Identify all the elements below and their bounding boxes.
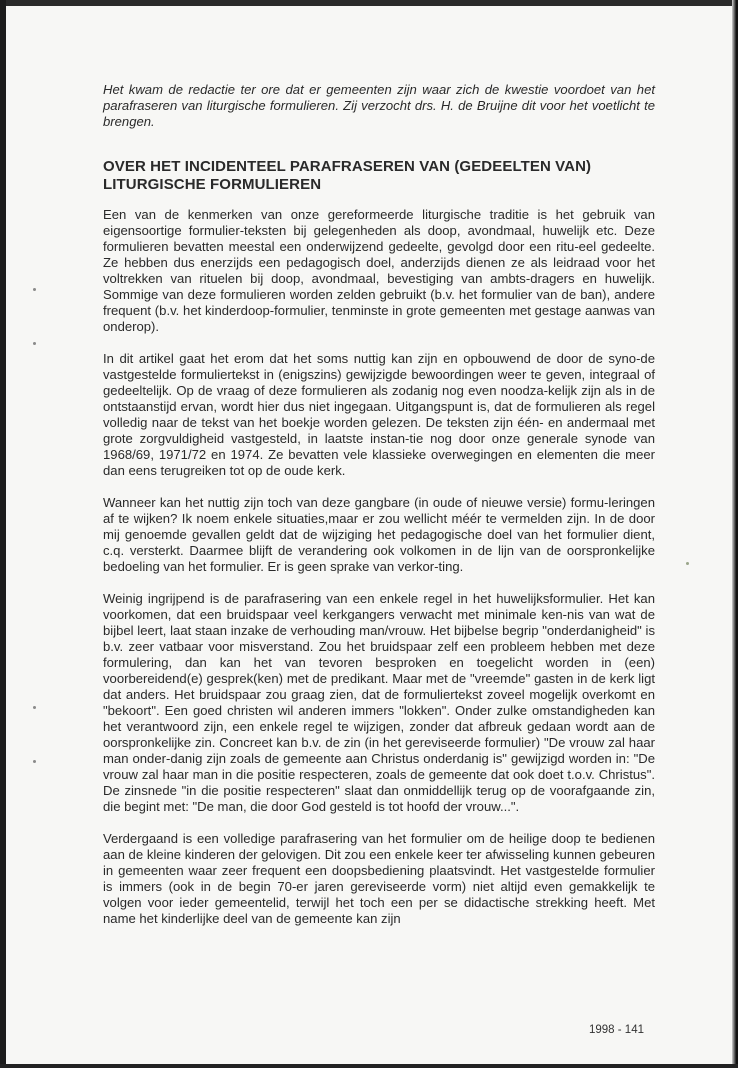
paragraph: Wanneer kan het nuttig zijn toch van deze gangbare (in oude of nieuwe versie) formu-leringen af te wijken? Ik noem enkele situaties,maar er zou wellicht méér te vermelden zijn. In de door mij genoemde gevallen geldt dat de wijziging het pedagogische doel van het formulier dient, c.q. versterkt. Daarmee blijft de verandering ook volkomen in de lijn van de oorspronkelijke bedoeling van het formulier. Er is geen sprake van verkor-ting. (103, 495, 655, 574)
scan-speck (33, 706, 36, 709)
editorial-intro: Het kwam de redactie ter ore dat er gemeenten zijn waar zich de kwestie voordoet van het parafraseren van liturgische formulieren. Zij verzocht drs. H. de Bruijne dit voor het voetlicht te brengen. (103, 82, 655, 129)
paragraph: Verdergaand is een volledige parafrasering van het formulier om de heilige doop te bedienen aan de kleine kinderen der gelovigen. Dit zou een enkele keer ter afwisseling kunnen gebeuren in gemeenten waar zeer frequent een doopsbediening plaatsvindt. Het vastgestelde formulier is immers (ook in de begin 70-er jaren gereviseerde vorm) niet altijd even gemakkelijk te volgen voor ieder gemeentelid, terwijl het toch een per se didactische strekking heeft. Met name het kinderlijke deel van de gemeente kan zijn (103, 831, 655, 926)
scan-edge-bottom (0, 1064, 738, 1068)
scan-edge-right (732, 0, 738, 1068)
scan-edge-top (0, 0, 738, 6)
paragraph: In dit artikel gaat het erom dat het soms nuttig kan zijn en opbouwend de door de syno-de vastgestelde formuliertekst in (enigszins) gewijzigde bewoordingen weer te geven, integraal of gedeeltelijk. Op de vraag of deze formulieren als zodanig nog even noodza-kelijk zijn als in de ontstaanstijd ervan, wordt hier dus niet ingegaan. Uitgangspunt is, dat de formulieren als regel volledig naar de tekst van het boekje worden gelezen. De teksten zijn één- en andermaal met grote zorgvuldigheid vastgesteld, in laatste instan-tie nog door onze generale synode van 1968/69, 1971/72 en 1974. Ze bevatten vele klassieke overwegingen en elementen die meer dan eens terugreiken tot op de oude kerk. (103, 351, 655, 478)
article-title: OVER HET INCIDENTEEL PARAFRASEREN VAN (GEDEELTEN VAN) LITURGISCHE FORMULIEREN (103, 158, 592, 193)
scan-speck (33, 288, 36, 291)
scan-edge-left (0, 0, 6, 1068)
paragraph: Een van de kenmerken van onze gereformeerde liturgische traditie is het gebruik van eigensoortige formulier-teksten bij gelegenheden als doop, avondmaal, huwelijk etc. Deze formulieren bevatten meestal een onderwijzend gedeelte, gevolgd door een ritu-eel gedeelte. Ze hebben dus enerzijds een pedagogisch doel, anderzijds dienen ze als leidraad voor het voltrekken van rituelen bij doop, avondmaal, bevestiging van ambts-dragers en huwelijk. Sommige van deze formulieren worden zelden gebruikt (b.v. het formulier van de ban), andere frequent (b.v. het kinderdoop-formulier, tenminste in grote gemeenten met gestage aanwas van onderop). (103, 207, 655, 334)
article-body (103, 82, 655, 943)
scan-speck (686, 562, 689, 565)
scan-speck (33, 342, 36, 345)
scan-speck (33, 760, 36, 763)
page-number: 1998 - 141 (589, 1024, 644, 1036)
paragraph: Weinig ingrijpend is de parafrasering van een enkele regel in het huwelijksformulier. Het kan voorkomen, dat een bruidspaar veel kerkgangers verwacht met minimale ken-nis van wat de bijbel leert, laat staan inzake de verhouding man/vrouw. Het bijbelse begrip "onderdanigheid" is b.v. zeer vatbaar voor misverstand. Zou het bruidspaar zelf een probleem hebben met deze formulering, dan kan het van tevoren besproken en toegelicht worden in (een) voorbereidend(e) gesprek(ken) met de predikant. Maar met de "vreemde" gasten in de kerk ligt dat anders. Het bruidspaar zou graag zien, dat de formuliertekst zoveel mogelijk overkomt en "bekoort". Een goed christen wil anderen immers "lokken". Onder zulke omstandigheden kan het verantwoord zijn, een enkele regel te wijzigen, zonder dat afbreuk gedaan wordt aan de oorspronkelijke zin. Concreet kan b.v. de zin (in het gereviseerde formulier) "De vrouw zal haar man onder-danig zijn zoals de gemeente aan Christus onderdanig is" gewijzigd worden in: "De vrouw zal haar man in die positie respecteren, zoals de gemeente dat ook doet t.o.v. Christus". De zinsnede "in die positie respecteren" slaat dan onmiddellijk terug op de voorafgaande zin, die begint met: "De man, die door God gesteld is tot hoofd der vrouw...". (103, 591, 655, 814)
